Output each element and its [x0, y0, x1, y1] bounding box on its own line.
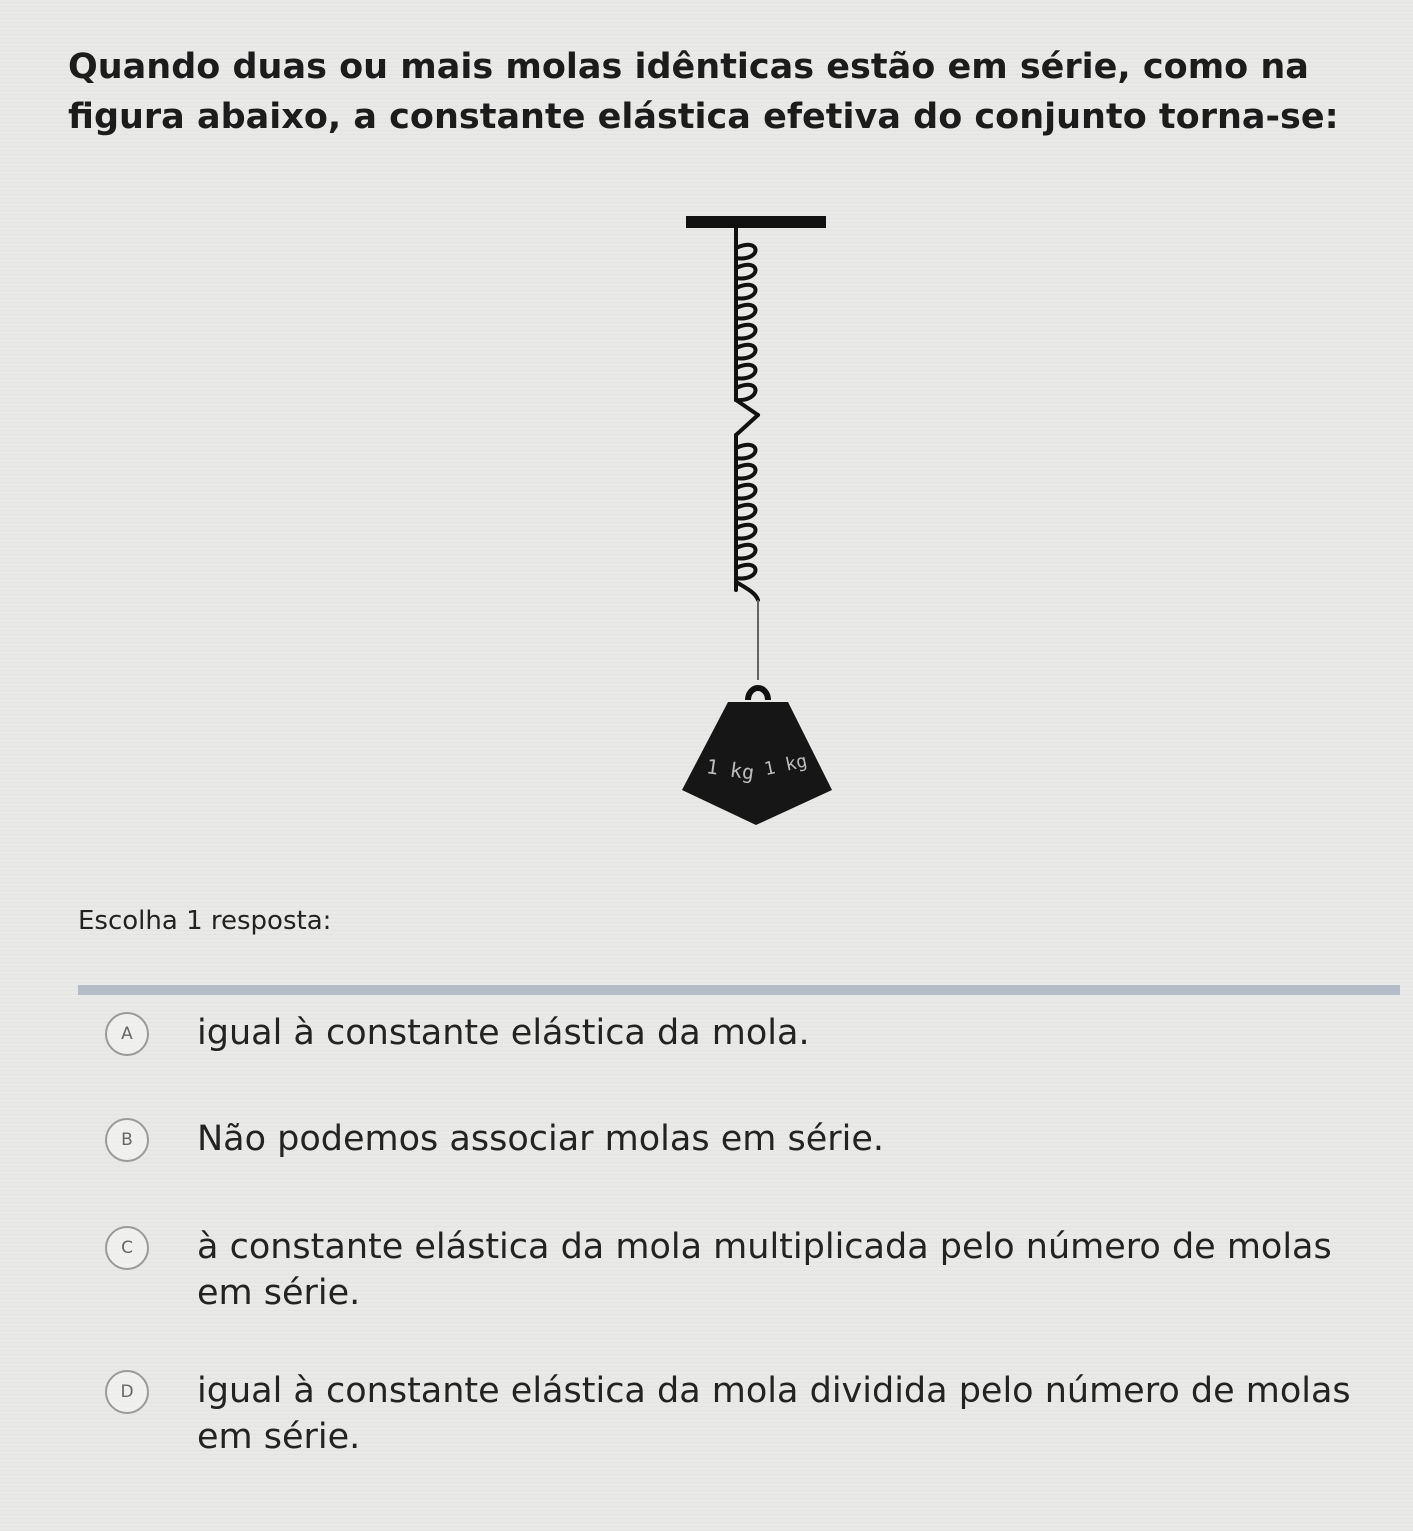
upper-spring: [736, 228, 758, 415]
divider: [78, 985, 1400, 995]
option-d-text: igual à constante elástica da mola dividida pelo número de molas em série.: [197, 1371, 1351, 1457]
weight-hook: [748, 688, 768, 700]
lower-spring: [736, 415, 758, 600]
radio-circle-c[interactable]: C: [105, 1226, 149, 1270]
option-d[interactable]: [105, 1368, 1385, 1460]
option-a-text: igual à constante elástica da mola.: [197, 1013, 810, 1053]
radio-circle-b[interactable]: B: [105, 1118, 149, 1162]
option-b[interactable]: [105, 1116, 1385, 1162]
option-a[interactable]: [105, 1010, 1385, 1056]
weight-label-left: 1 kg: [704, 754, 756, 785]
weight-label-right: 1 kg: [762, 750, 810, 781]
answer-prompt: Escolha 1 resposta:: [78, 906, 332, 936]
ceiling-bar: [686, 216, 826, 228]
spring-series-figure: [670, 210, 850, 840]
radio-circle-d[interactable]: D: [105, 1370, 149, 1414]
option-c[interactable]: [105, 1224, 1385, 1316]
weight-body: [682, 702, 832, 825]
option-b-text: Não podemos associar molas em série.: [197, 1119, 885, 1159]
radio-circle-a[interactable]: A: [105, 1012, 149, 1056]
option-c-text: à constante elástica da mola multiplicada pelo número de molas em série.: [197, 1227, 1332, 1313]
question-text: Quando duas ou mais molas idênticas estão em série, como na figura abaixo, a constante elástica efetiva do conjunto torna-se:: [68, 47, 1339, 137]
